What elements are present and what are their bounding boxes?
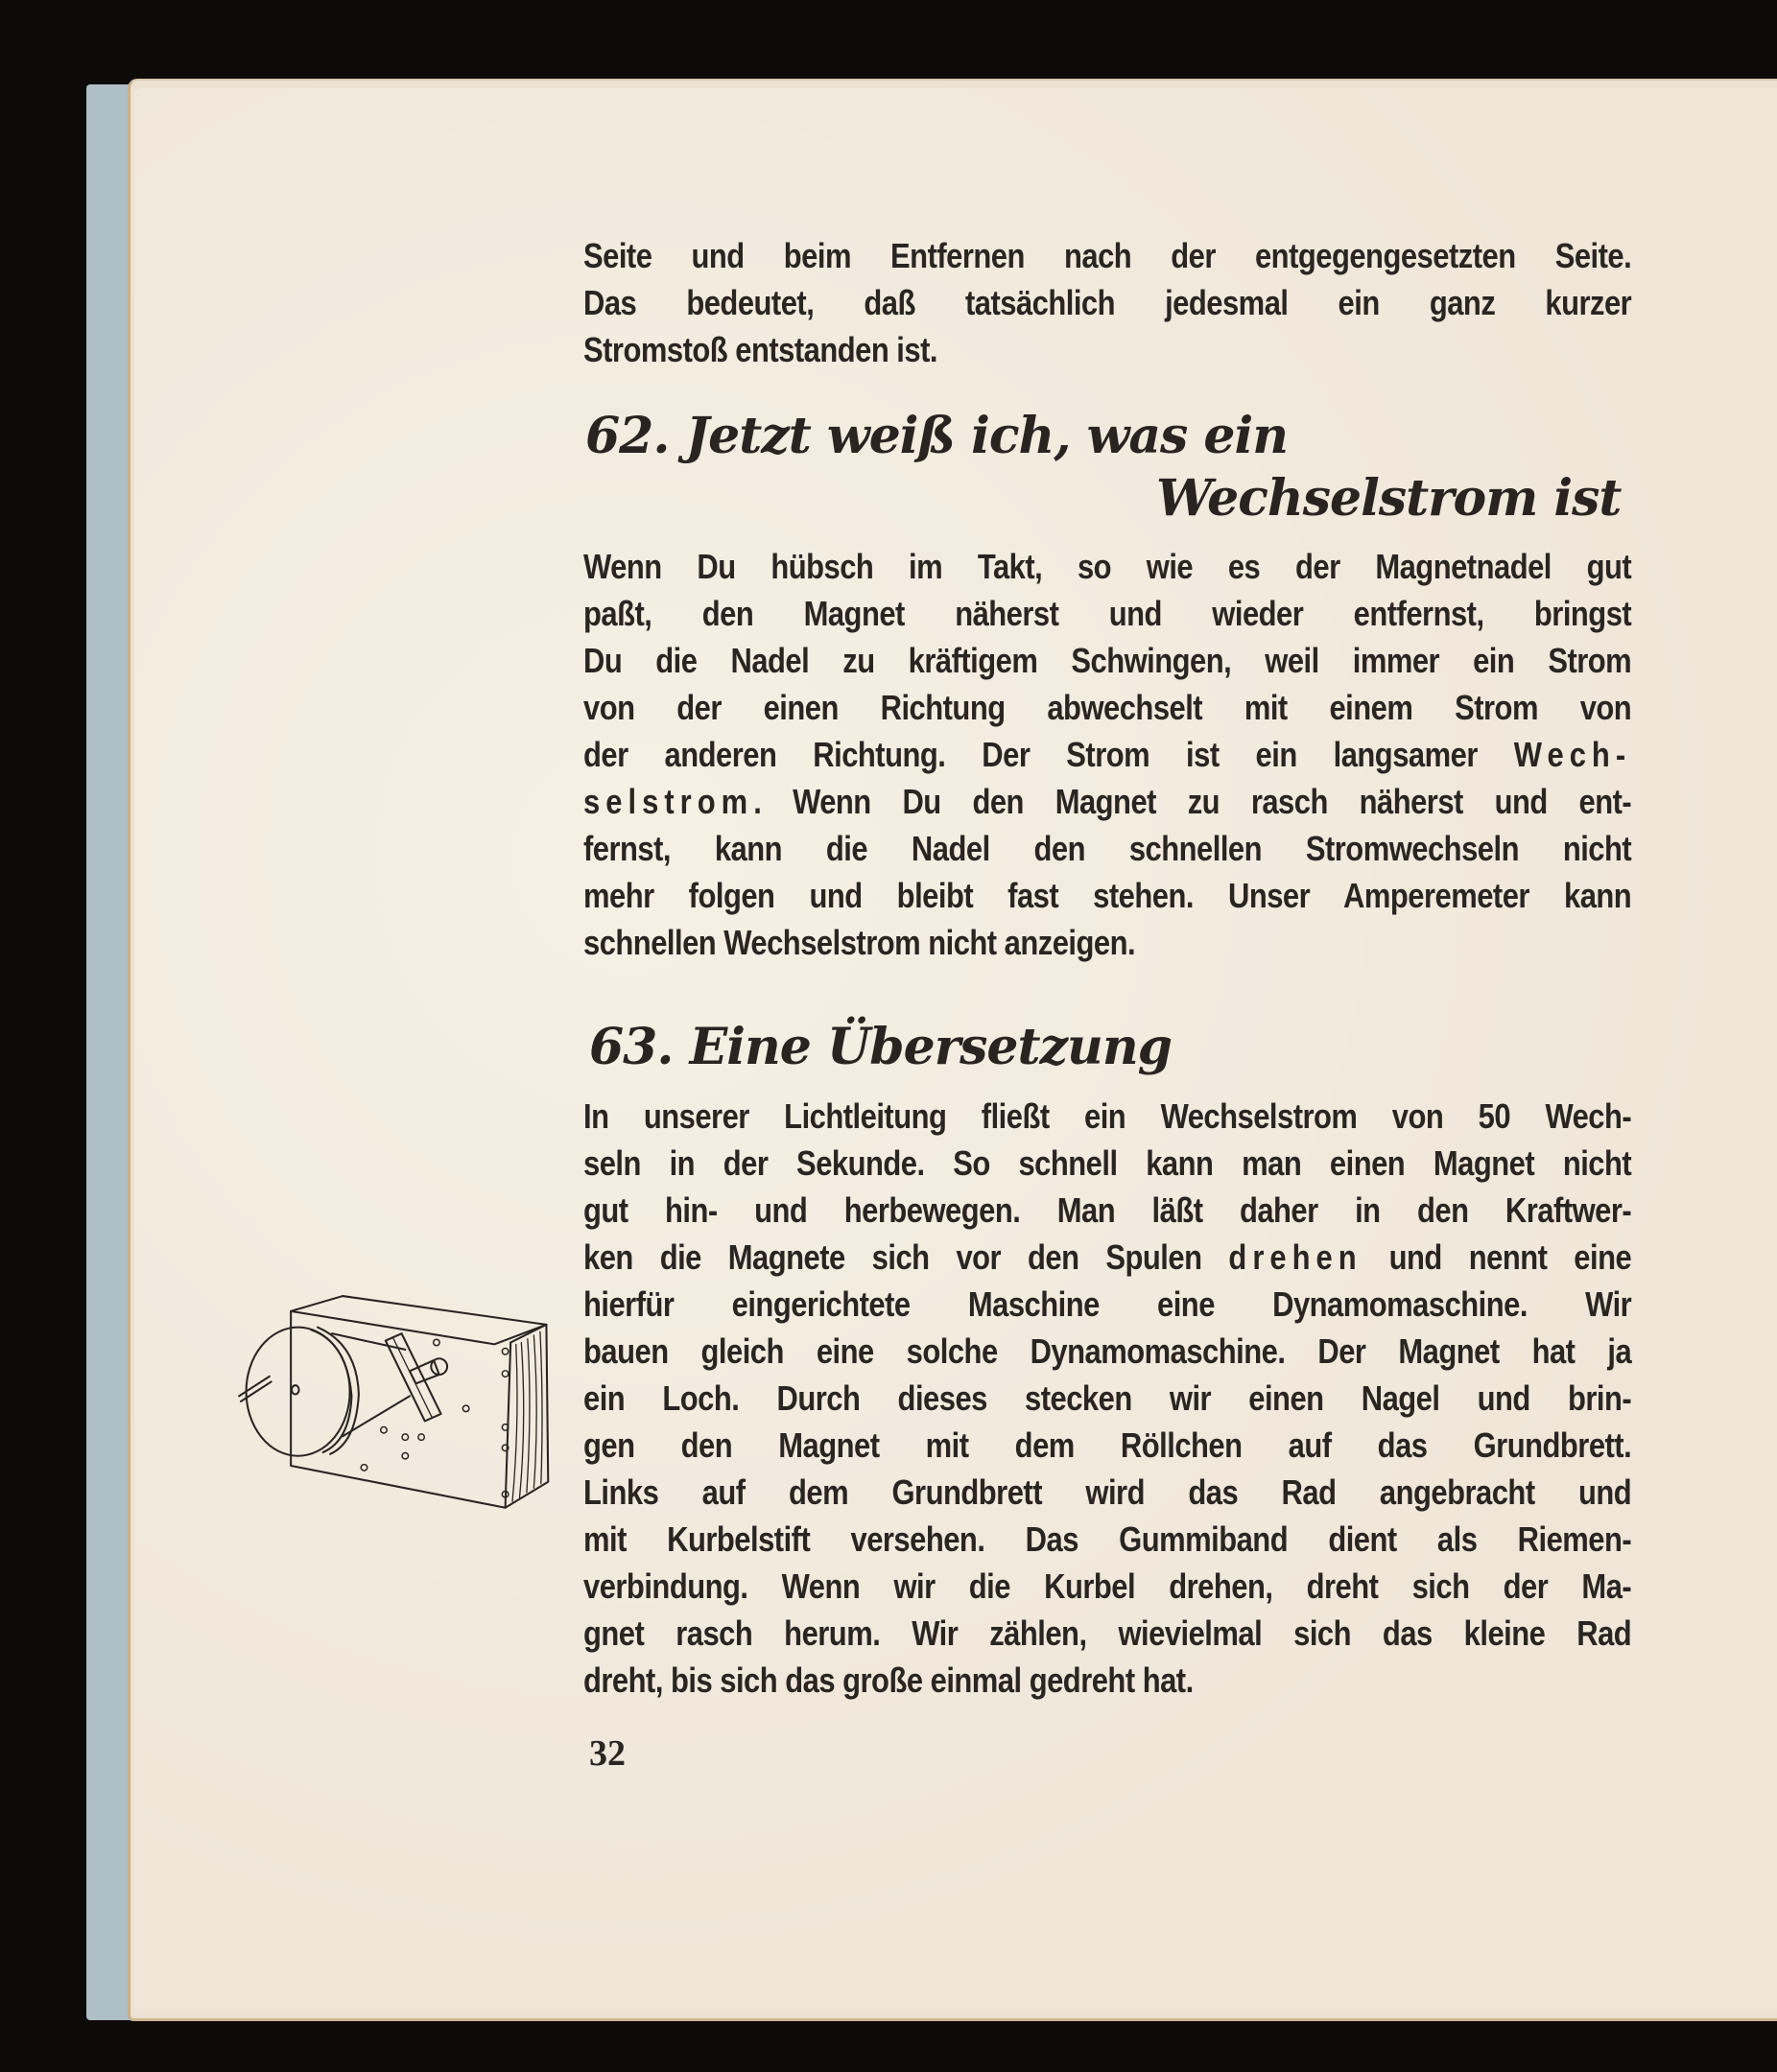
- text-line: In unserer Lichtleitung fließt ein Wechselstrom von 50 Wech-: [583, 1096, 1632, 1136]
- text-line: fernst, kann die Nadel den schnellen Stromwechseln nicht: [583, 829, 1632, 868]
- emphasized-term: drehen: [1228, 1237, 1362, 1277]
- text-line: gen den Magnet mit dem Röllchen auf das Grundbrett.: [583, 1425, 1632, 1465]
- roller: [410, 1360, 439, 1383]
- wheel-rim-inner: [318, 1328, 359, 1454]
- text-line: [583, 1234, 1631, 1281]
- text-line: [583, 731, 1631, 778]
- text-line: gnet rasch herum. Wir zählen, wievielmal sich das kleine Rad: [583, 1613, 1632, 1653]
- belt-lower: [343, 1396, 410, 1436]
- text-line: mit Kurbelstift versehen. Das Gummiband dient als Riemen-: [583, 1519, 1632, 1559]
- text-line: ein Loch. Durch dieses stecken wir einen Nagel und brin-: [583, 1378, 1632, 1418]
- section-62-heading: 62. Jetzt weiß ich, was ein: [585, 407, 1289, 465]
- emphasized-term: selstrom: [583, 782, 754, 821]
- text-line: mehr folgen und bleibt fast stehen. Unser Amperemeter kann: [583, 876, 1632, 915]
- text-line: von der einen Richtung abwechselt mit einem Strom von: [583, 688, 1632, 727]
- dynamo-machine-illustration: [219, 1271, 574, 1530]
- section-62-paragraph: [583, 543, 1632, 966]
- text-fragment: der anderen Richtung. Der Strom ist ein langsamer: [583, 735, 1514, 774]
- text-fragment: ken die Magnete sich vor den Spulen: [583, 1237, 1229, 1277]
- page-number: 32: [589, 1733, 626, 1774]
- wood-grain: [512, 1331, 542, 1501]
- section-63-heading: 63. Eine Übersetzung: [589, 1018, 1173, 1076]
- text-line: dreht, bis sich das große einmal gedreht hat.: [583, 1660, 1194, 1700]
- text-line: [583, 778, 1631, 825]
- emphasized-term: Wech-: [1513, 735, 1632, 774]
- text-line: bauen gleich eine solche Dynamomaschine. Der Magnet hat ja: [583, 1331, 1632, 1371]
- text-line: Wenn Du hübsch im Takt, so wie es der Magnetnadel gut: [583, 547, 1632, 586]
- text-line: paßt, den Magnet näherst und wieder entfernst, bringst: [583, 594, 1632, 633]
- section-63-paragraph: [583, 1093, 1632, 1704]
- intro-paragraph: [583, 232, 1632, 373]
- text-line: Das bedeutet, daß tatsächlich jedesmal ein ganz kurzer: [583, 283, 1632, 322]
- text-line: schnellen Wechselstrom nicht anzeigen.: [583, 923, 1136, 962]
- text-line: Seite und beim Entfernen nach der entgegengesetzten Seite.: [583, 236, 1632, 275]
- text-line: verbindung. Wenn wir die Kurbel drehen, dreht sich der Ma-: [583, 1566, 1632, 1606]
- axle-hole: [292, 1385, 298, 1394]
- text-line: hierfür eingerichtete Maschine eine Dynamomaschine. Wir: [583, 1284, 1632, 1324]
- text-line: Links auf dem Grundbrett wird das Rad angebracht und: [583, 1472, 1632, 1512]
- text-fragment: . Wenn Du den Magnet zu rasch näherst und ent-: [753, 782, 1632, 821]
- section-62-heading-cont: Wechselstrom ist: [1156, 469, 1622, 528]
- text-fragment: und nennt eine: [1362, 1237, 1632, 1277]
- text-line: seln in der Sekunde. So schnell kann man einen Magnet nicht: [583, 1143, 1632, 1183]
- text-line: gut hin- und herbewegen. Man läßt daher in den Kraftwer-: [583, 1190, 1632, 1230]
- text-line: Stromstoß entstanden ist.: [583, 330, 937, 369]
- board-top-face: [291, 1296, 546, 1344]
- text-line: Du die Nadel zu kräftigem Schwingen, weil immer ein Strom: [583, 641, 1632, 680]
- crank-pin: [239, 1377, 272, 1401]
